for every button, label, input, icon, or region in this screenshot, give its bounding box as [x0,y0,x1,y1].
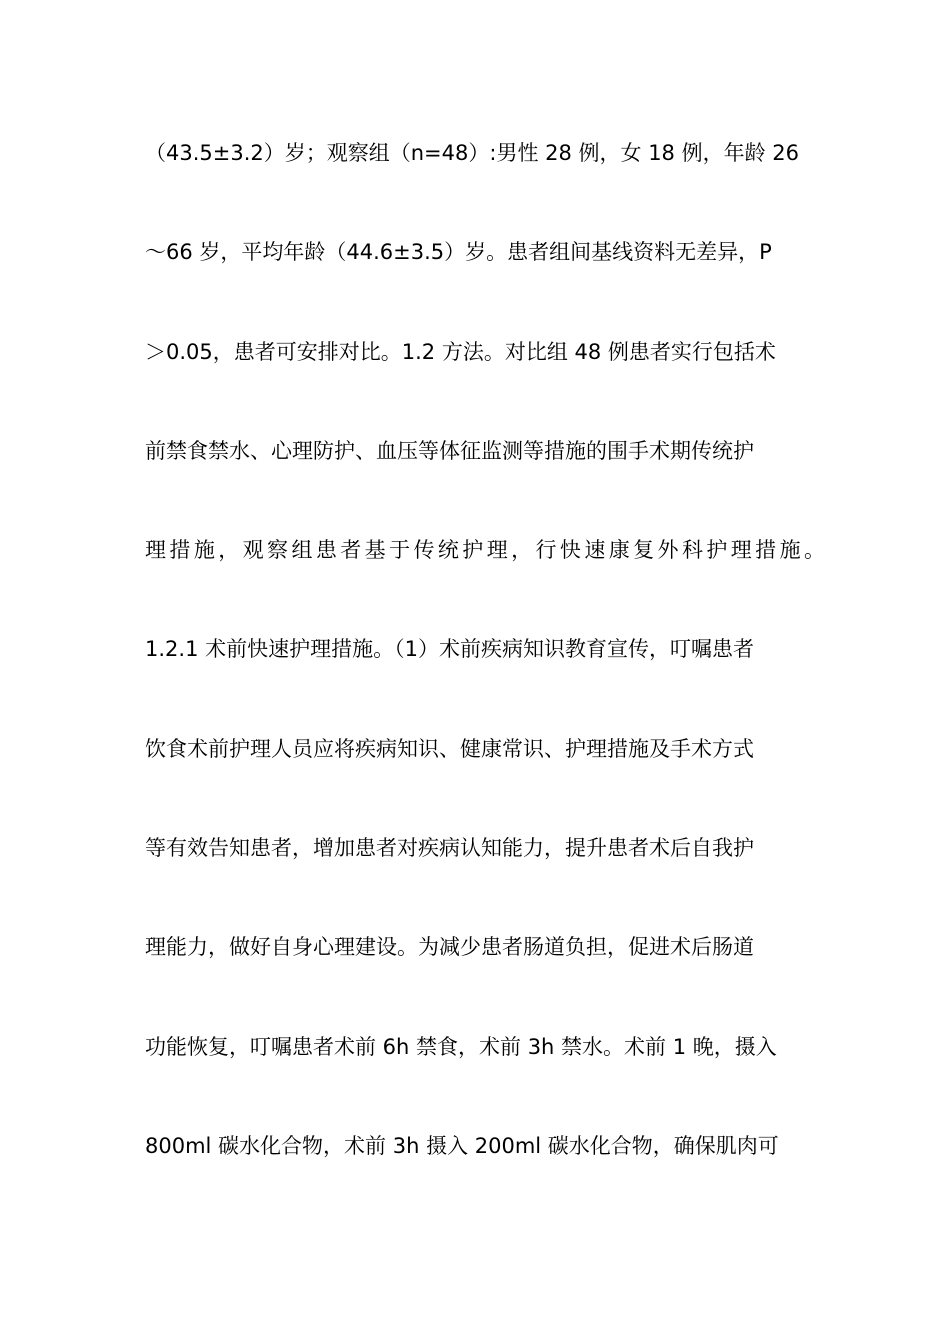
paragraph-line: 理能力，做好自身心理建设。为减少患者肠道负担，促进术后肠道 [145,935,754,959]
paragraph-line: 前禁食禁水、心理防护、血压等体征监测等措施的围手术期传统护 [145,439,754,463]
paragraph-line: 功能恢复，叮嘱患者术前 6h 禁食，术前 3h 禁水。术前 1 晚，摄入 [145,1035,777,1059]
paragraph-line: 1.2.1 术前快速护理措施。（1）术前疾病知识教育宣传，叮嘱患者 [145,637,754,661]
paragraph-line: 饮食术前护理人员应将疾病知识、健康常识、护理措施及手术方式 [145,737,754,761]
paragraph-line: （43.5±3.2）岁；观察组（n=48）:男性 28 例，女 18 例，年龄 26 [145,141,799,165]
paragraph-line: 理措施，观察组患者基于传统护理，行快速康复外科护理措施。 [145,538,825,562]
paragraph-line: 等有效告知患者，增加患者对疾病认知能力，提升患者术后自我护 [145,836,754,860]
paragraph-line: ～66 岁，平均年龄（44.6±3.5）岁。患者组间基线资料无差异，P [145,240,772,264]
paragraph-line: ＞0.05，患者可安排对比。1.2 方法。对比组 48 例患者实行包括术 [145,340,776,364]
paragraph-line: 800ml 碳水化合物，术前 3h 摄入 200ml 碳水化合物，确保肌肉可 [145,1134,779,1158]
